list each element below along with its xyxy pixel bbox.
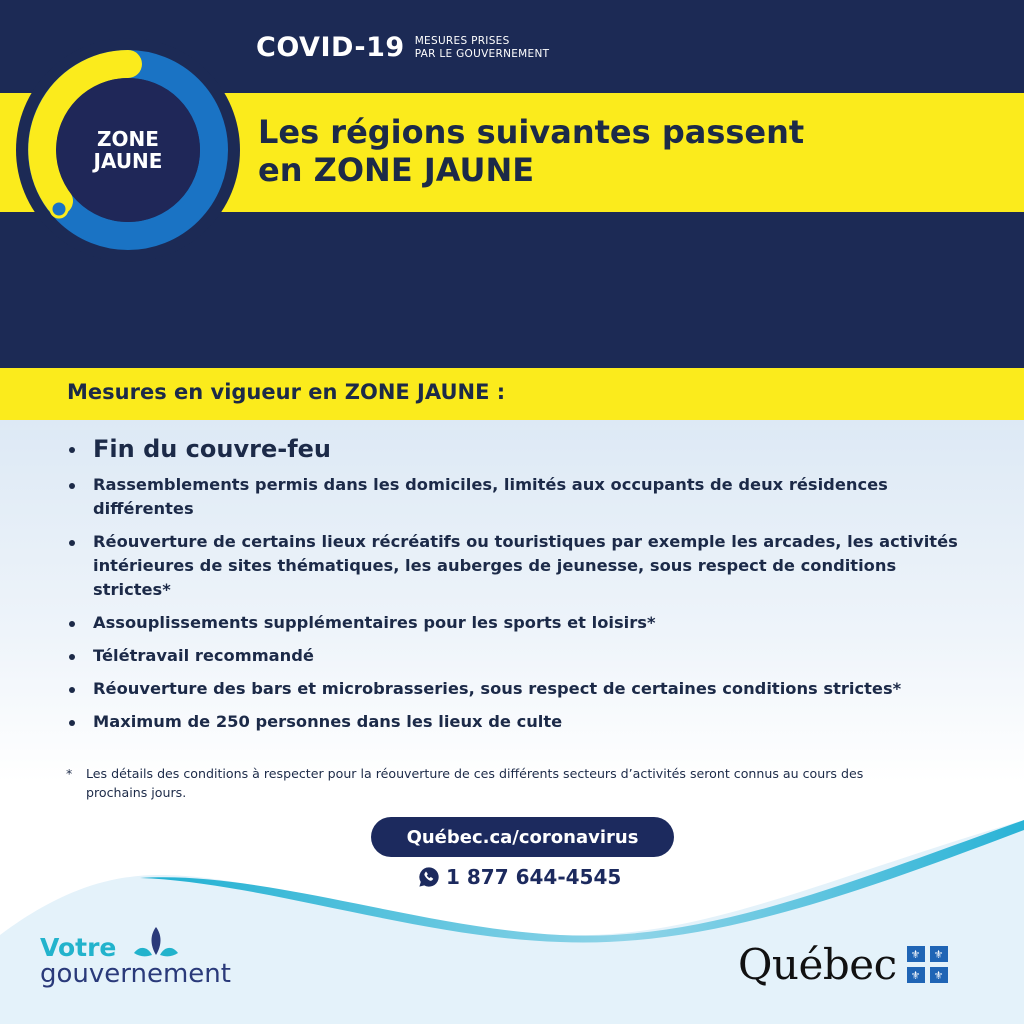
measures-title: Mesures en vigueur en ZONE JAUNE : bbox=[67, 380, 506, 404]
list-item: Réouverture des bars et microbrasseries, sous respect de certaines conditions strictes* bbox=[66, 677, 966, 701]
list-item: Assouplissements supplémentaires pour les sports et loisirs* bbox=[66, 611, 966, 635]
list-item: Rassemblements permis dans les domiciles, limités aux occupants de deux résidences différentes bbox=[66, 473, 966, 521]
votre-gouvernement-logo bbox=[40, 935, 231, 987]
footnote bbox=[66, 764, 866, 802]
zone-badge-label bbox=[14, 36, 242, 264]
badge-line-2: JAUNE bbox=[93, 149, 163, 173]
covid-sub-line-1: MESURES PRISES bbox=[414, 34, 510, 47]
list-item: Maximum de 250 personnes dans les lieux de culte bbox=[66, 710, 966, 734]
quebec-wordmark: Québec bbox=[738, 940, 897, 989]
phone-bubble-icon bbox=[418, 866, 440, 888]
footnote-star: * bbox=[66, 766, 73, 781]
website-link[interactable] bbox=[371, 817, 674, 857]
votre-line-1: Votre bbox=[40, 933, 117, 962]
quebec-flag-icon bbox=[907, 946, 948, 983]
covid-sub-line-2: PAR LE GOUVERNEMENT bbox=[414, 47, 550, 60]
page-headline bbox=[258, 113, 804, 189]
covid-subtitle bbox=[415, 35, 550, 61]
headline-line-1: Les régions suivantes passent bbox=[258, 113, 805, 151]
fleur-de-lis-icon: ⚜ bbox=[930, 967, 948, 983]
list-item: Télétravail recommandé bbox=[66, 644, 966, 668]
phone-number-label[interactable]: 1 877 644-4545 bbox=[446, 865, 622, 889]
votre-line-2: gouvernement bbox=[40, 959, 231, 989]
headline-line-2: en ZONE JAUNE bbox=[258, 151, 535, 189]
fleur-de-lis-icon: ⚜ bbox=[930, 946, 948, 962]
measures-list bbox=[66, 432, 966, 743]
website-link-label[interactable]: Québec.ca/coronavirus bbox=[406, 826, 639, 848]
footnote-text: Les détails des conditions à respecter pour la réouverture de ces différents secteurs d’activités seront connus au cours des prochains jours. bbox=[86, 766, 864, 800]
fleur-de-lis-icon: ⚜ bbox=[907, 946, 925, 962]
covid-label bbox=[256, 32, 549, 63]
fleur-de-lis-icon bbox=[130, 927, 182, 963]
quebec-logo bbox=[738, 940, 948, 989]
phone-number[interactable] bbox=[418, 865, 621, 889]
covid-title: COVID-19 bbox=[256, 32, 405, 63]
fleur-de-lis-icon: ⚜ bbox=[907, 967, 925, 983]
list-item: Réouverture de certains lieux récréatifs ou touristiques par exemple les arcades, les activités intérieures de sites thématiques, les auberges de jeunesse, sous respect de conditions strictes* bbox=[66, 530, 966, 602]
badge-line-1: ZONE bbox=[97, 127, 159, 151]
list-item: Fin du couvre-feu bbox=[66, 432, 966, 466]
